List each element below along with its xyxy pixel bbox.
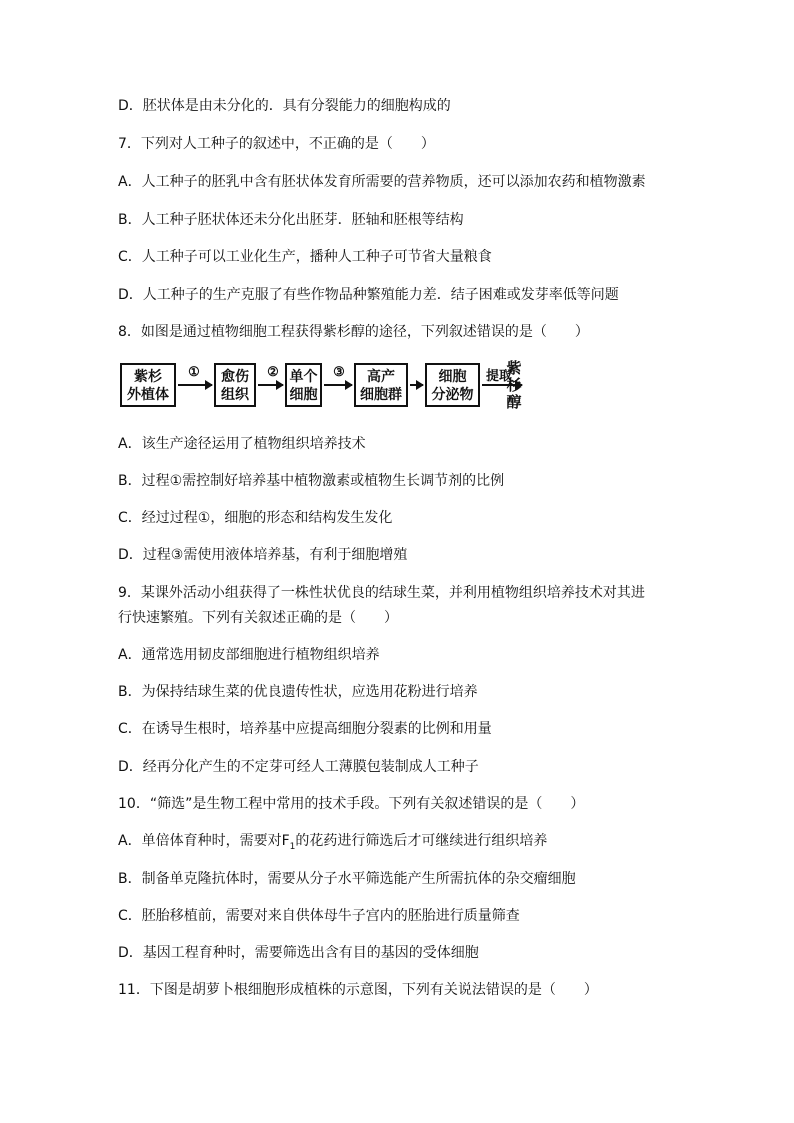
- q8-option-a: A．该生产途径运用了植物组织培养技术: [118, 436, 366, 452]
- flow-box-single-cell: [285, 363, 322, 407]
- taxol-flow-diagram: [120, 360, 540, 416]
- q10a-subscript: 1: [289, 841, 296, 852]
- q10-option-d: D．基因工程育种时，需要筛选出含有目的基因的受体细胞: [118, 945, 479, 961]
- flow-box-text: 组织: [221, 387, 249, 403]
- flow-arrow: [324, 384, 352, 386]
- q9-stem-line2: 行快速繁殖。下列有关叙述正确的是（ ）: [118, 610, 398, 626]
- flow-arrow: [258, 384, 283, 386]
- q9-stem-line1: 9．某课外活动小组获得了一株性状优良的结球生菜，并利用植物组织培养技术对其进: [118, 585, 645, 601]
- flow-box-text: 分泌物: [431, 387, 474, 403]
- q10-option-a: [118, 831, 547, 857]
- q7-option-a: A．人工种子的胚乳中含有胚状体发育所需要的营养物质，还可以添加农药和植物激素: [118, 174, 646, 190]
- flow-box-text: 紫杉: [134, 369, 162, 385]
- flow-arrow-label: 提取: [485, 369, 512, 384]
- flow-box-cell-group: [354, 363, 408, 407]
- flow-box-text: 细胞: [438, 369, 467, 385]
- flow-box-text: 细胞: [289, 387, 318, 403]
- q9-option-b: B．为保持结球生菜的优良遗传性状，应选用花粉进行培养: [118, 684, 478, 700]
- q9-option-d: D．经再分化产生的不定芽可经人工薄膜包装制成人工种子: [118, 759, 479, 775]
- q10a-text: 的花药进行筛选后才可继续进行组织培养: [295, 833, 548, 849]
- q7-option-b: B．人工种子胚状体还未分化出胚芽．胚轴和胚根等结构: [118, 212, 464, 228]
- q8-stem: 8．如图是通过植物细胞工程获得紫杉醇的途径，下列叙述错误的是（ ）: [118, 324, 589, 340]
- flow-arrow-label: ③: [333, 365, 345, 380]
- flow-box-text: 单个: [289, 369, 318, 385]
- q8-option-d: D．过程③需使用液体培养基，有利于细胞增殖: [118, 547, 408, 563]
- q7-option-d: D．人工种子的生产克服了有些作物品种繁殖能力差．结子困难或发芽率低等问题: [118, 287, 619, 303]
- flow-arrow: [410, 384, 423, 386]
- q10a-text: A．单倍体育种时，需要对F: [118, 833, 290, 849]
- flow-box-text: 细胞群: [360, 387, 402, 403]
- flow-box-text: 高产: [367, 369, 395, 385]
- flow-box-explant: [120, 363, 176, 407]
- flow-arrow: [178, 384, 212, 386]
- q11-stem: 11．下图是胡萝卜根细胞形成植株的示意图，下列有关说法错误的是（ ）: [118, 982, 598, 998]
- flow-box-secretion: [425, 363, 480, 407]
- q7-stem: 7．下列对人工种子的叙述中，不正确的是（ ）: [118, 136, 435, 152]
- q8-option-c: C．经过过程①，细胞的形态和结构发生发化: [118, 510, 393, 526]
- product-char: 醇: [506, 393, 522, 411]
- q10-stem: 10．“筛选”是生物工程中常用的技术手段。下列有关叙述错误的是（ ）: [118, 796, 585, 812]
- q10-option-c: C．胚胎移植前，需要对来自供体母牛子宫内的胚胎进行质量筛查: [118, 908, 520, 924]
- q8-option-b: B．过程①需控制好培养基中植物激素或植物生长调节剂的比例: [118, 473, 505, 489]
- product-char: 紫: [506, 359, 522, 377]
- q7-option-c: C．人工种子可以工业化生产，播种人工种子可节省大量粮食: [118, 249, 492, 265]
- flow-box-callus: [214, 363, 256, 407]
- flow-box-text: 愈伤: [221, 369, 249, 385]
- q10-option-b: B．制备单克隆抗体时，需要从分子水平筛选能产生所需抗体的杂交瘤细胞: [118, 871, 576, 887]
- flow-arrow-label: ①: [188, 365, 200, 380]
- product-char: 杉: [506, 376, 522, 394]
- q6-option-d: D．胚状体是由未分化的．具有分裂能力的细胞构成的: [118, 98, 451, 114]
- flow-arrow-label: ②: [267, 365, 279, 380]
- q9-option-c: C．在诱导生根时，培养基中应提高细胞分裂素的比例和用量: [118, 721, 492, 737]
- q9-option-a: A．通常选用韧皮部细胞进行植物组织培养: [118, 647, 380, 663]
- flow-product-taxol: [505, 360, 523, 411]
- flow-box-text: 外植体: [127, 387, 169, 403]
